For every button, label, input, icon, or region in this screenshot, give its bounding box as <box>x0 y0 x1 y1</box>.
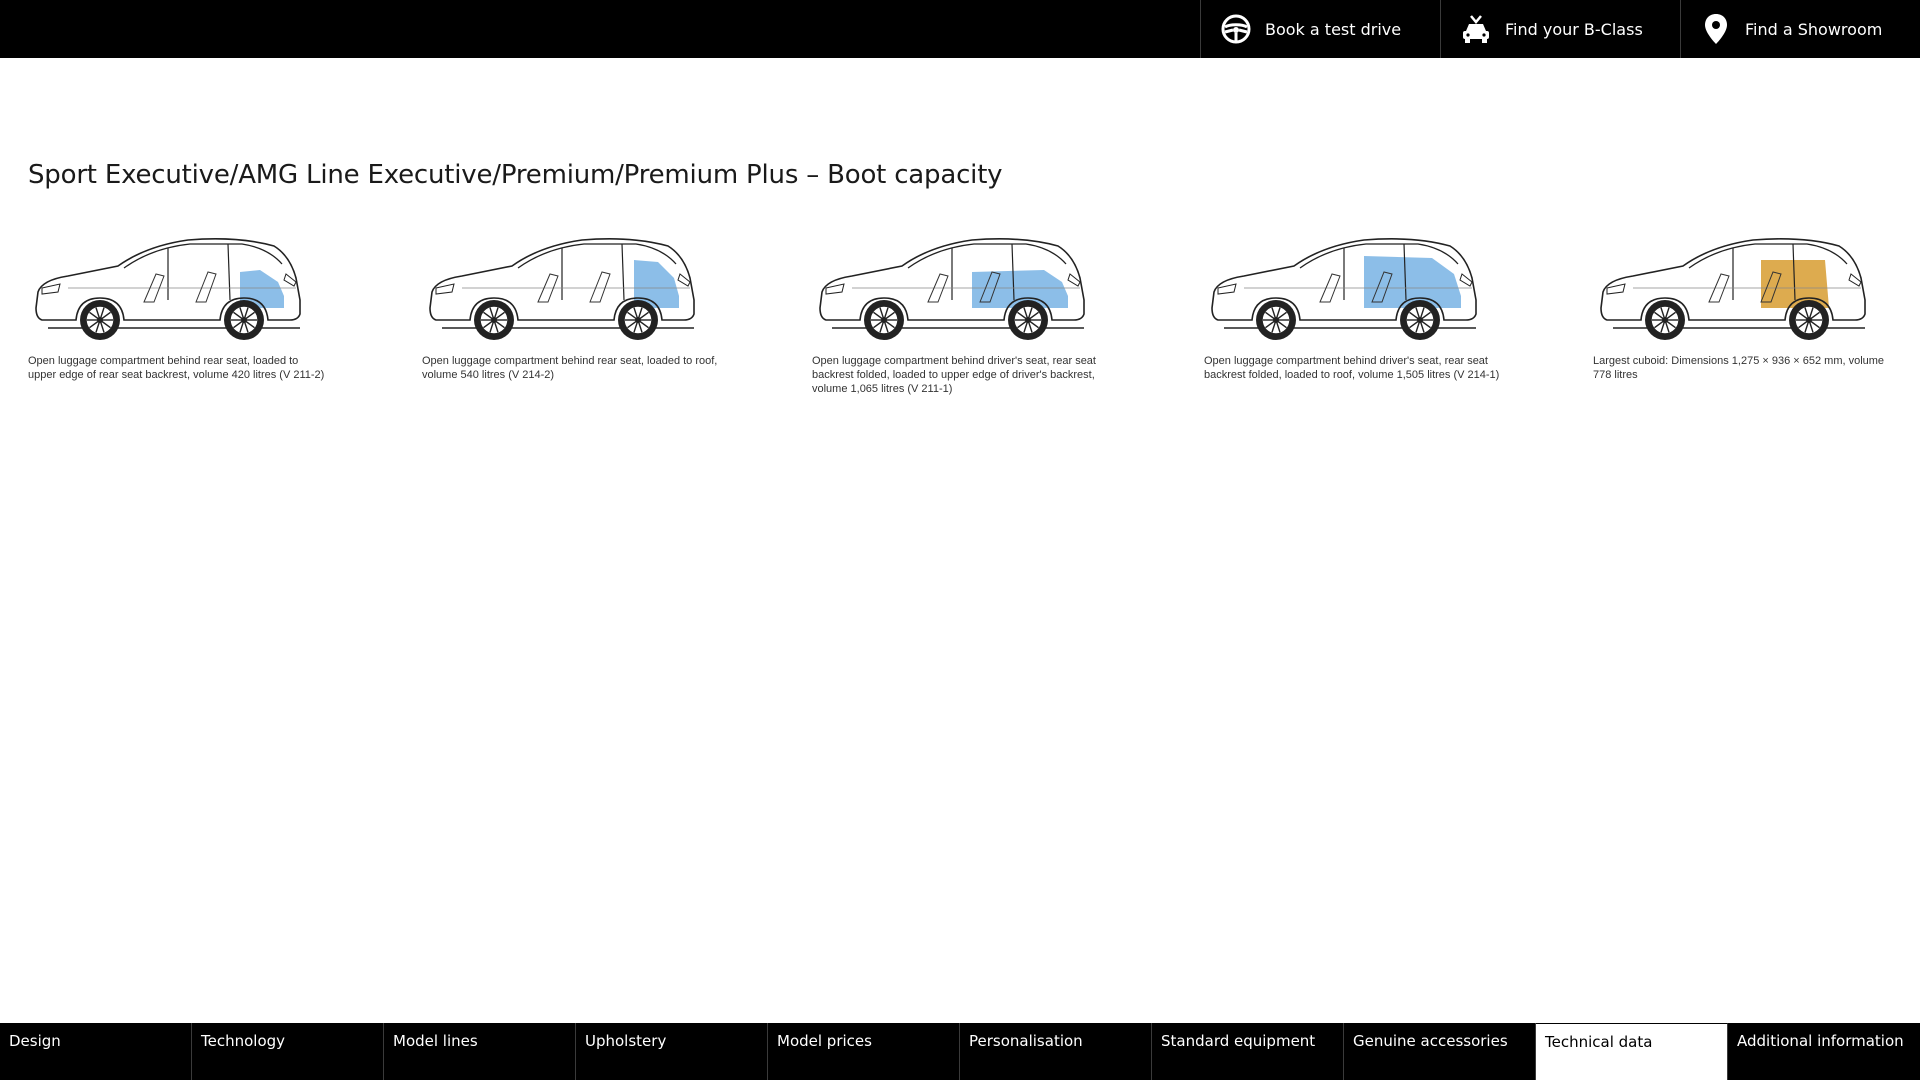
car-cutaway-image <box>28 222 318 340</box>
top-bar <box>0 0 1920 58</box>
nav-item-standard-equipment[interactable]: Standard equipment <box>1152 1023 1344 1080</box>
book-test-drive-label: Book a test drive <box>1265 19 1402 39</box>
nav-item-additional-information[interactable]: Additional information <box>1737 1032 1904 1050</box>
nav-item-model-prices[interactable]: Model prices <box>768 1023 960 1080</box>
car-caption: Largest cuboid: Dimensions 1,275 × 936 × 652 mm, volume 778 litres <box>1593 355 1885 381</box>
boot-capacity-illustrations <box>0 222 1920 422</box>
car-cutaway-image <box>422 222 712 340</box>
nav-item-design[interactable]: Design <box>0 1023 192 1080</box>
book-test-drive-button[interactable] <box>1200 0 1440 58</box>
location-pin-icon <box>1699 12 1733 46</box>
find-showroom-label: Find a Showroom <box>1745 19 1883 39</box>
car-illustration-5 <box>1593 222 1893 382</box>
nav-item-technical-data[interactable]: Technical data <box>1536 1023 1728 1080</box>
find-b-class-label: Find your B-Class <box>1505 19 1643 39</box>
car-illustration-4 <box>1204 222 1504 382</box>
nav-item-model-lines[interactable]: Model lines <box>384 1023 576 1080</box>
car-illustration-2 <box>422 222 722 382</box>
car-cutaway-image <box>812 222 1102 340</box>
car-caption: Open luggage compartment behind driver's seat, rear seat backrest folded, loaded to roof, volume 1,505 litres (V 214-1) <box>1204 355 1500 381</box>
steering-wheel-icon <box>1219 12 1253 46</box>
bottom-navigation <box>0 1023 1920 1080</box>
car-illustration-1 <box>28 222 328 382</box>
car-caption: Open luggage compartment behind rear seat, loaded to roof, volume 540 litres (V 214-2) <box>422 355 718 381</box>
car-caption: Open luggage compartment behind driver's seat, rear seat backrest folded, loaded to upper edge of driver's backrest, volume 1,065 litres (V 211-1) <box>812 355 1096 395</box>
nav-item-personalisation[interactable]: Personalisation <box>960 1023 1152 1080</box>
car-search-icon <box>1459 12 1493 46</box>
page-title: Sport Executive/AMG Line Executive/Premium/Premium Plus – Boot capacity <box>28 160 1003 190</box>
find-showroom-button[interactable] <box>1680 0 1920 58</box>
nav-item-upholstery[interactable]: Upholstery <box>576 1023 768 1080</box>
car-illustration-3 <box>812 222 1112 396</box>
car-caption: Open luggage compartment behind rear seat, loaded to upper edge of rear seat backrest, volume 420 litres (V 211-2) <box>28 355 325 381</box>
nav-item-genuine-accessories[interactable]: Genuine accessories <box>1344 1023 1536 1080</box>
top-actions <box>1200 0 1920 58</box>
find-b-class-button[interactable] <box>1440 0 1680 58</box>
car-cutaway-image <box>1204 222 1494 340</box>
nav-item-technology[interactable]: Technology <box>192 1023 384 1080</box>
car-cutaway-image <box>1593 222 1883 340</box>
